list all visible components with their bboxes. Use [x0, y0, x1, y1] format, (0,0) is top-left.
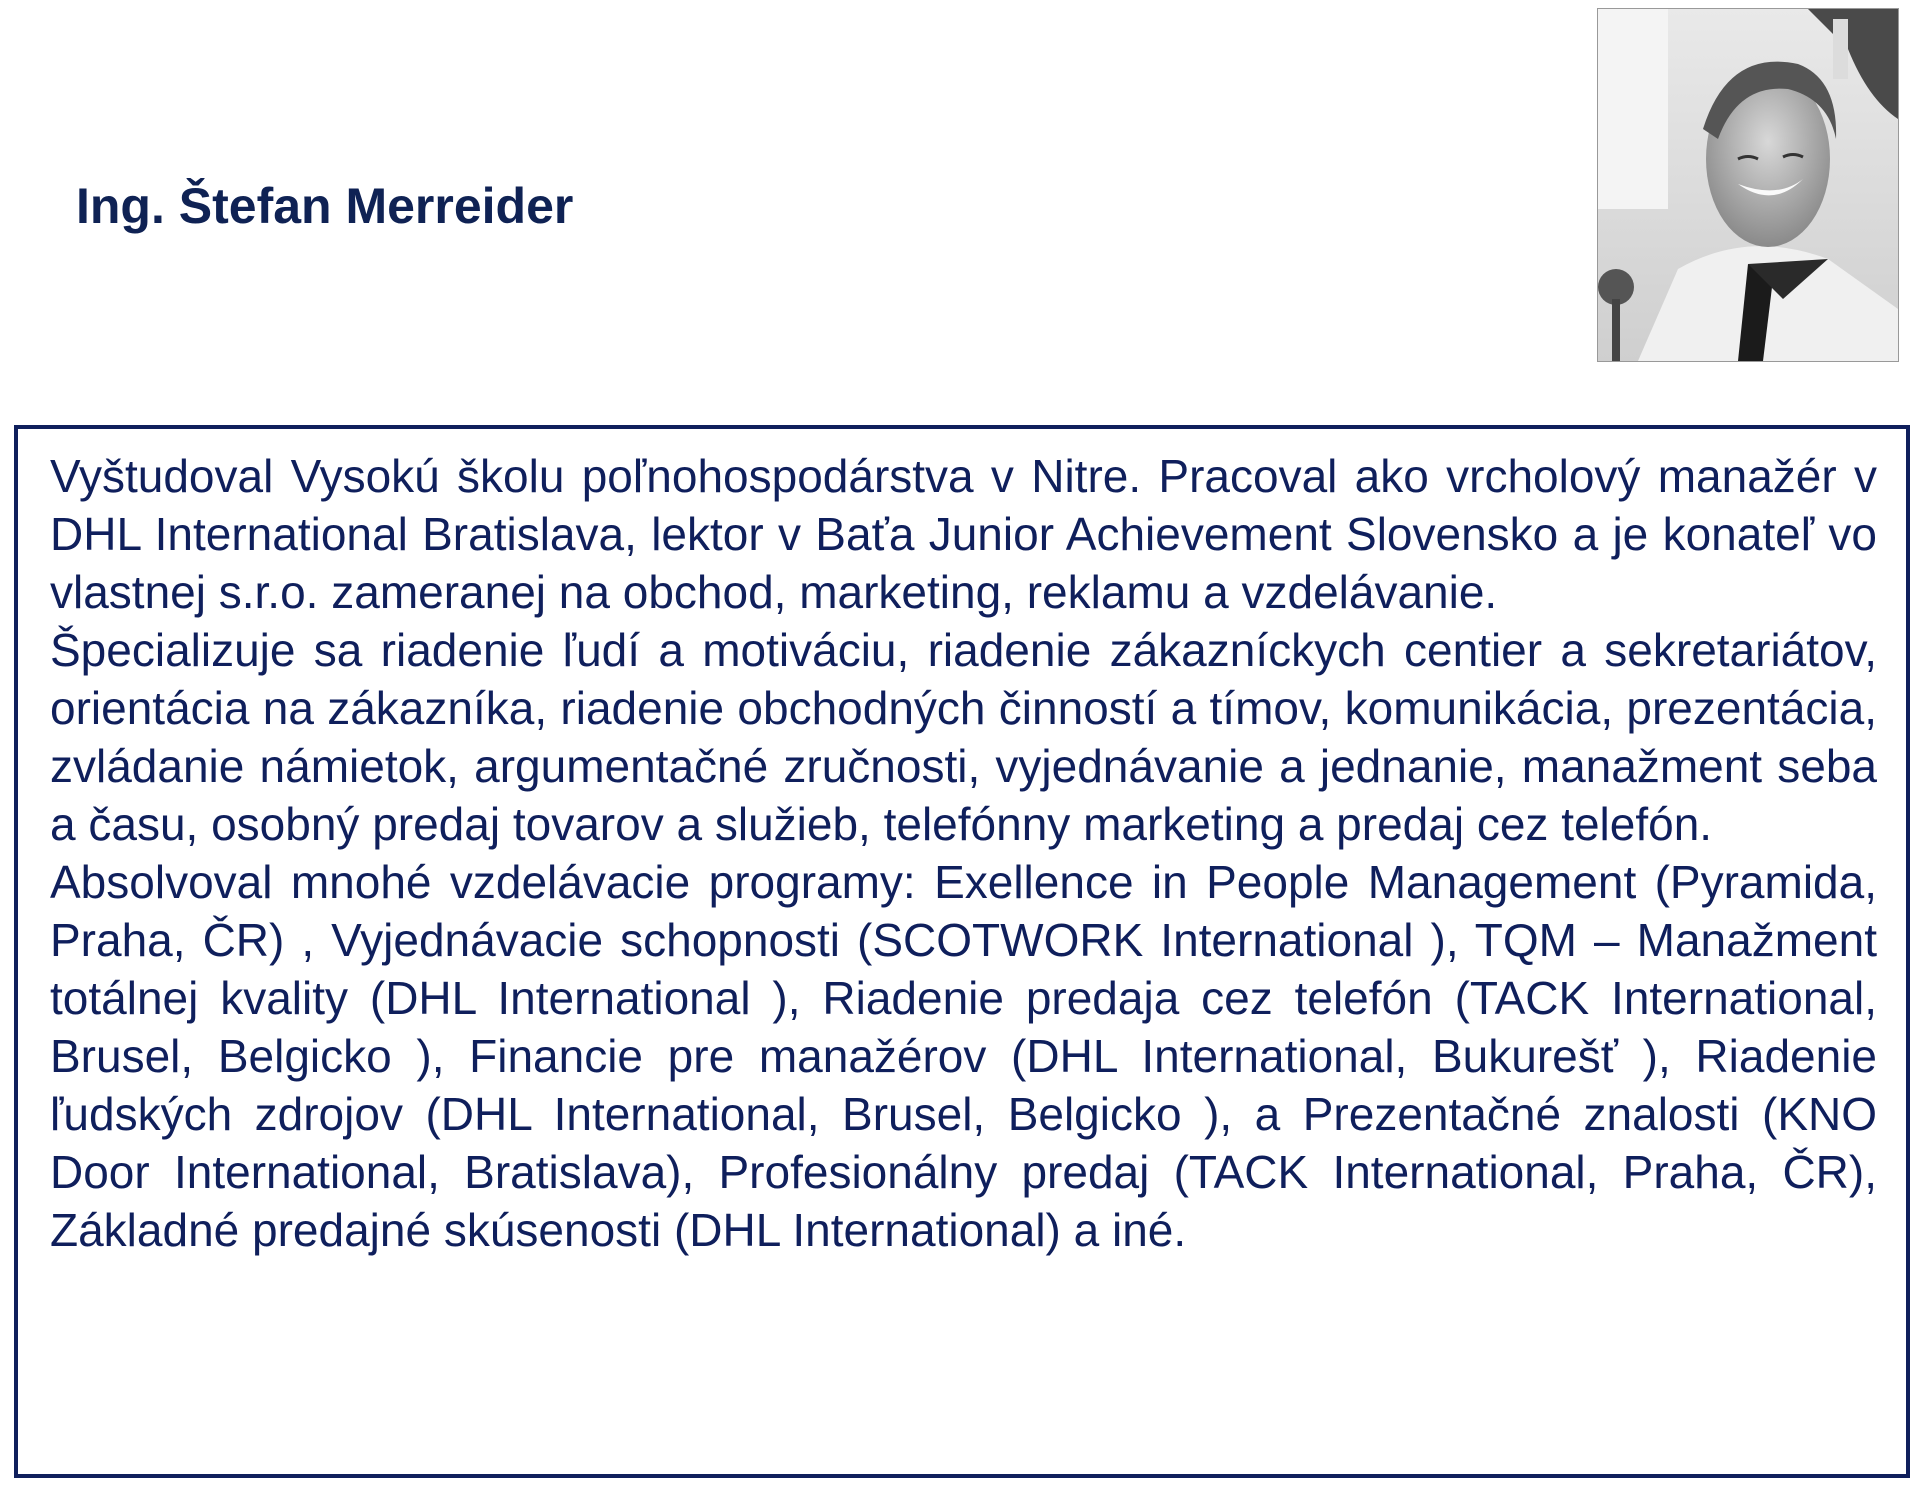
bio-paragraph-education-career: Vyštudoval Vysokú školu poľnohospodárstva v Nitre. Pracoval ako vrcholový manažér v DHL International Bratislava, lektor v Baťa Junior Achievement Slovensko a je konateľ vo vlastnej s.r.o. zameranej na obchod, marketing, reklamu a vzdelávanie. — [50, 450, 1877, 618]
bio-paragraph-training: Absolvoval mnohé vzdelávacie programy: Exellence in People Management (Pyramida, Praha, ČR) , Vyjednávacie schopnosti (SCOTWORK International ), TQM – Manažment totálnej kvality (DHL International ), Riadenie predaja cez telefón (TACK International, Brusel, Belgicko ), Financie pre manažérov (DHL International, Bukurešť ), Riadenie ľudských zdrojov (DHL International, Brusel, Belgicko ), a Prezentačné znalosti (KNO Door International, Bratislava), Profesionálny predaj (TACK International, Praha, ČR), Základné predajné skúsenosti (DHL International) a iné. — [50, 856, 1877, 1256]
bio-paragraph-specialization: Špecializuje sa riadenie ľudí a motiváciu, riadenie zákazníckych centier a sekretariátov, orientácia na zákazníka, riadenie obchodných činností a tímov, komunikácia, prezentácia, zvládanie námietok, argumentačné zručnosti, vyjednávanie a jednanie, manažment seba a času, osobný predaj tovarov a služieb, telefónny marketing a predaj cez telefón. — [50, 624, 1877, 850]
portrait-photo — [1597, 8, 1899, 362]
person-name: Ing. Štefan Merreider — [76, 178, 574, 234]
biography — [50, 447, 1877, 1259]
